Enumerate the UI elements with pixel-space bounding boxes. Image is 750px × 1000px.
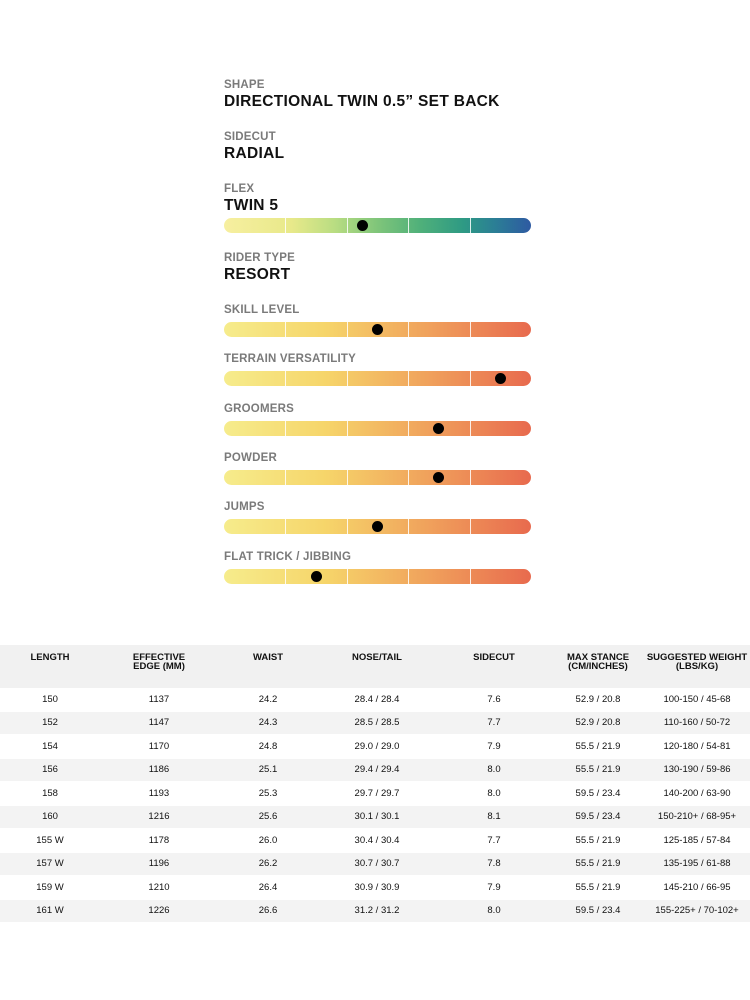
spec-flex	[224, 182, 532, 233]
table-cell: 1170	[100, 735, 218, 759]
spec-sidecut	[224, 130, 532, 163]
table-cell: 59.5 / 23.4	[552, 899, 644, 923]
rating-flat-trick-jibbing-gauge-segment-divider	[285, 569, 286, 584]
rating-groomers-gauge-segment-divider	[347, 421, 348, 436]
column-header	[218, 645, 318, 688]
table-cell: 1210	[100, 876, 218, 900]
rating-powder	[224, 451, 532, 485]
column-header	[644, 645, 750, 688]
table-cell: 155-225+ / 70-102+	[644, 899, 750, 923]
flex-gauge-segment-divider	[470, 218, 471, 233]
table-cell: 1216	[100, 805, 218, 829]
table-cell: 30.9 / 30.9	[318, 876, 436, 900]
table-row	[0, 782, 750, 806]
table-cell: 1147	[100, 711, 218, 735]
column-header	[318, 645, 436, 688]
table-cell: 7.8	[436, 852, 552, 876]
table-cell: 26.2	[218, 852, 318, 876]
table-cell: 140-200 / 63-90	[644, 782, 750, 806]
rating-skill-level-gauge-segment-divider	[470, 322, 471, 337]
table-cell: 161 W	[0, 899, 100, 923]
table-row	[0, 899, 750, 923]
rating-jumps	[224, 500, 532, 534]
table-row	[0, 852, 750, 876]
rating-powder-gauge-marker	[433, 472, 444, 483]
rating-groomers-gauge-segment-divider	[285, 421, 286, 436]
table-cell: 30.4 / 30.4	[318, 829, 436, 853]
flex-gauge-segment-divider	[347, 218, 348, 233]
size-chart-table	[0, 645, 750, 923]
flex-gauge	[224, 218, 531, 233]
column-header-line: (LBS/KG)	[675, 661, 719, 672]
column-header-line: EFFECTIVE	[132, 652, 186, 663]
table-cell: 24.3	[218, 711, 318, 735]
rating-skill-level-gauge-segment-divider	[347, 322, 348, 337]
table-cell: 158	[0, 782, 100, 806]
size-chart-body	[0, 688, 750, 923]
table-cell: 52.9 / 20.8	[552, 711, 644, 735]
column-header	[100, 645, 218, 688]
table-row	[0, 758, 750, 782]
rating-flat-trick-jibbing-gauge-marker	[311, 571, 322, 582]
rating-skill-level	[224, 303, 532, 337]
spec-shape-label: SHAPE	[224, 79, 265, 91]
table-cell: 8.0	[436, 899, 552, 923]
table-cell: 7.9	[436, 735, 552, 759]
table-row	[0, 735, 750, 759]
column-header-line: WAIST	[252, 652, 284, 663]
column-header-line: MAX STANCE	[566, 652, 630, 663]
table-cell: 28.4 / 28.4	[318, 688, 436, 711]
rating-groomers-gauge-marker	[433, 423, 444, 434]
table-row	[0, 711, 750, 735]
table-cell: 30.7 / 30.7	[318, 852, 436, 876]
column-header-line: NOSE/TAIL	[352, 652, 402, 663]
rating-terrain-versatility-gauge-segment-divider	[408, 371, 409, 386]
spec-flex-label: FLEX	[224, 183, 255, 195]
rating-jumps-label: JUMPS	[224, 501, 265, 514]
spec-flex-value: TWIN 5	[224, 197, 279, 214]
table-cell: 8.1	[436, 805, 552, 829]
table-cell: 100-150 / 45-68	[644, 688, 750, 711]
spec-shape-value: DIRECTIONAL TWIN 0.5” SET BACK	[224, 93, 500, 110]
table-cell: 7.6	[436, 688, 552, 711]
rating-powder-gauge-segment-divider	[408, 470, 409, 485]
table-cell: 155 W	[0, 829, 100, 853]
rating-flat-trick-jibbing-label: FLAT TRICK / JIBBING	[224, 550, 352, 563]
rating-powder-gauge	[224, 470, 531, 485]
rating-jumps-gauge-segment-divider	[408, 519, 409, 534]
rating-skill-level-gauge-marker	[372, 324, 383, 335]
table-cell: 7.9	[436, 876, 552, 900]
table-cell: 55.5 / 21.9	[552, 852, 644, 876]
table-cell: 160	[0, 805, 100, 829]
table-row	[0, 876, 750, 900]
column-header-line: SUGGESTED WEIGHT	[646, 652, 748, 663]
table-cell: 1186	[100, 758, 218, 782]
table-row	[0, 829, 750, 853]
table-cell: 24.2	[218, 688, 318, 711]
rating-jumps-gauge-marker	[372, 521, 383, 532]
rating-terrain-versatility	[224, 352, 532, 386]
rating-terrain-versatility-gauge	[224, 371, 531, 386]
rating-groomers-gauge	[224, 421, 531, 436]
table-cell: 55.5 / 21.9	[552, 735, 644, 759]
rating-terrain-versatility-gauge-segment-divider	[347, 371, 348, 386]
table-cell: 7.7	[436, 829, 552, 853]
rating-skill-level-gauge-segment-divider	[285, 322, 286, 337]
column-header-line: (CM/INCHES)	[568, 661, 628, 672]
column-header-line: LENGTH	[30, 652, 70, 663]
rating-groomers-gauge-segment-divider	[408, 421, 409, 436]
rating-powder-gauge-segment-divider	[470, 470, 471, 485]
table-cell: 150	[0, 688, 100, 711]
rating-jumps-gauge	[224, 519, 531, 534]
table-cell: 29.7 / 29.7	[318, 782, 436, 806]
table-row	[0, 805, 750, 829]
table-cell: 55.5 / 21.9	[552, 829, 644, 853]
rating-terrain-versatility-gauge-segment-divider	[285, 371, 286, 386]
table-cell: 29.4 / 29.4	[318, 758, 436, 782]
table-row	[0, 688, 750, 711]
rating-skill-level-gauge	[224, 322, 531, 337]
spec-rider-type	[224, 251, 532, 284]
rating-jumps-gauge-segment-divider	[470, 519, 471, 534]
table-cell: 26.0	[218, 829, 318, 853]
rating-powder-gauge-segment-divider	[347, 470, 348, 485]
table-cell: 1137	[100, 688, 218, 711]
table-cell: 55.5 / 21.9	[552, 758, 644, 782]
table-cell: 55.5 / 21.9	[552, 876, 644, 900]
rating-skill-level-gauge-segment-divider	[408, 322, 409, 337]
table-cell: 8.0	[436, 782, 552, 806]
table-cell: 150-210+ / 68-95+	[644, 805, 750, 829]
rating-flat-trick-jibbing-gauge	[224, 569, 531, 584]
rating-jumps-gauge-segment-divider	[347, 519, 348, 534]
table-cell: 154	[0, 735, 100, 759]
column-header	[552, 645, 644, 688]
flex-gauge-segment-divider	[408, 218, 409, 233]
rating-flat-trick-jibbing-gauge-segment-divider	[408, 569, 409, 584]
table-cell: 156	[0, 758, 100, 782]
rating-flat-trick-jibbing-gauge-segment-divider	[347, 569, 348, 584]
table-cell: 1226	[100, 899, 218, 923]
column-header	[0, 645, 100, 688]
table-cell: 1178	[100, 829, 218, 853]
rating-terrain-versatility-gauge-segment-divider	[470, 371, 471, 386]
table-cell: 25.1	[218, 758, 318, 782]
table-cell: 25.6	[218, 805, 318, 829]
table-cell: 120-180 / 54-81	[644, 735, 750, 759]
column-header-line: SIDECUT	[473, 652, 515, 663]
table-cell: 125-185 / 57-84	[644, 829, 750, 853]
rating-groomers	[224, 402, 532, 436]
table-cell: 110-160 / 50-72	[644, 711, 750, 735]
table-cell: 59.5 / 23.4	[552, 805, 644, 829]
table-cell: 59.5 / 23.4	[552, 782, 644, 806]
size-chart-header	[0, 645, 750, 688]
table-cell: 152	[0, 711, 100, 735]
spec-rider-type-value: RESORT	[224, 266, 291, 283]
table-cell: 26.6	[218, 899, 318, 923]
table-cell: 24.8	[218, 735, 318, 759]
rating-jumps-gauge-segment-divider	[285, 519, 286, 534]
rating-groomers-label: GROOMERS	[224, 402, 294, 415]
rating-terrain-versatility-label: TERRAIN VERSATILITY	[224, 353, 357, 366]
table-cell: 7.7	[436, 711, 552, 735]
rating-powder-label: POWDER	[224, 451, 277, 464]
table-cell: 1193	[100, 782, 218, 806]
rating-flat-trick-jibbing	[224, 550, 532, 584]
rating-powder-gauge-segment-divider	[285, 470, 286, 485]
table-cell: 159 W	[0, 876, 100, 900]
column-header	[436, 645, 552, 688]
table-cell: 31.2 / 31.2	[318, 899, 436, 923]
table-cell: 8.0	[436, 758, 552, 782]
table-cell: 1196	[100, 852, 218, 876]
table-cell: 157 W	[0, 852, 100, 876]
table-cell: 135-195 / 61-88	[644, 852, 750, 876]
rating-groomers-gauge-segment-divider	[470, 421, 471, 436]
flex-gauge-marker	[357, 220, 368, 231]
table-cell: 28.5 / 28.5	[318, 711, 436, 735]
column-header-line: EDGE (MM)	[133, 661, 185, 672]
spec-sidecut-value: RADIAL	[224, 145, 285, 162]
table-cell: 52.9 / 20.8	[552, 688, 644, 711]
table-cell: 26.4	[218, 876, 318, 900]
table-cell: 145-210 / 66-95	[644, 876, 750, 900]
flex-gauge-segment-divider	[285, 218, 286, 233]
table-cell: 130-190 / 59-86	[644, 758, 750, 782]
spec-sidecut-label: SIDECUT	[224, 131, 276, 143]
spec-shape	[224, 78, 532, 111]
rating-skill-level-label: SKILL LEVEL	[224, 304, 300, 316]
table-cell: 29.0 / 29.0	[318, 735, 436, 759]
table-cell: 25.3	[218, 782, 318, 806]
spec-rider-type-label: RIDER TYPE	[224, 252, 296, 264]
rating-terrain-versatility-gauge-marker	[495, 373, 506, 384]
table-cell: 30.1 / 30.1	[318, 805, 436, 829]
rating-flat-trick-jibbing-gauge-segment-divider	[470, 569, 471, 584]
